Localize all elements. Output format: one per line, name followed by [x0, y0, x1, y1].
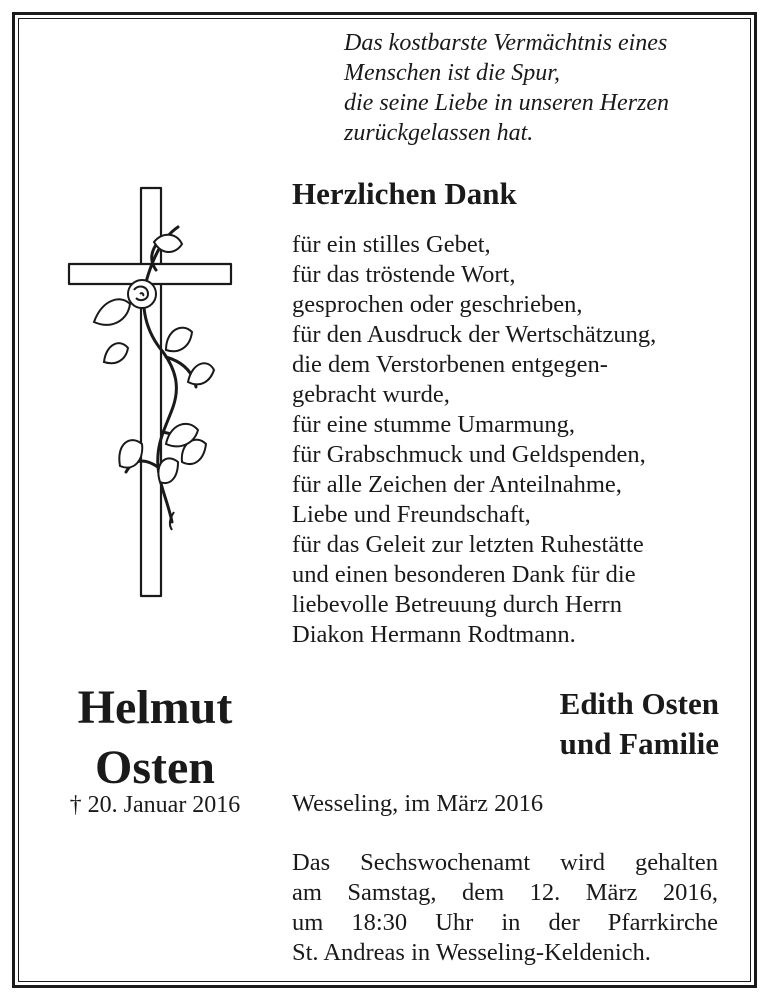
motto-line: Menschen ist die Spur,: [344, 60, 560, 86]
family-name: Edith Osten: [559, 686, 719, 721]
motto-line: die seine Liebe in unseren Herzen: [344, 90, 670, 116]
thanks-heading: Herzlichen Dank: [292, 176, 517, 211]
thanks-line: gesprochen oder geschrieben,: [292, 291, 583, 318]
thanks-line: für Grabschmuck und Geldspenden,: [292, 441, 646, 468]
deceased-first-name: Helmut: [77, 681, 233, 734]
deceased-last-name: Osten: [95, 741, 215, 794]
thanks-line: für das tröstende Wort,: [292, 261, 516, 288]
thanks-line: für das Geleit zur letzten Ruhestätte: [292, 531, 644, 558]
mass-line: St. Andreas in Wesseling-Keldenich.: [292, 939, 651, 966]
thanks-line: gebracht wurde,: [292, 381, 450, 408]
mass-line: am Samstag, dem 12. März 2016,: [292, 879, 718, 906]
motto-quote: [344, 28, 669, 148]
mass-notice: [292, 848, 718, 968]
thanks-line: die dem Verstorbenen entgegen-: [292, 351, 608, 378]
thanks-text: [292, 230, 656, 650]
thanks-line: für den Ausdruck der Wertschätzung,: [292, 321, 657, 348]
place-date: Wesseling, im März 2016: [292, 790, 544, 817]
thanks-line: für eine stumme Umarmung,: [292, 411, 576, 438]
motto-line: zurückgelassen hat.: [344, 120, 534, 146]
mass-line: Das Sechswochenamt wird gehalten: [292, 849, 718, 876]
thanks-line: liebevolle Betreuung durch Herrn: [292, 591, 622, 618]
family-signature: [560, 684, 719, 764]
thanks-line: für alle Zeichen der Anteilnahme,: [292, 471, 622, 498]
thanks-line: und einen besonderen Dank für die: [292, 561, 636, 588]
death-date: † 20. Januar 2016: [69, 792, 241, 818]
thanks-line: für ein stilles Gebet,: [292, 231, 491, 258]
motto-line: Das kostbarste Vermächtnis eines: [344, 30, 668, 56]
family-suffix: und Familie: [559, 726, 719, 761]
mass-line: um 18:30 Uhr in der Pfarrkirche: [292, 909, 718, 936]
cross-with-rose-icon: [58, 182, 248, 602]
thanks-line: Liebe und Freundschaft,: [292, 501, 531, 528]
thanks-line: Diakon Hermann Rodtmann.: [292, 621, 576, 648]
